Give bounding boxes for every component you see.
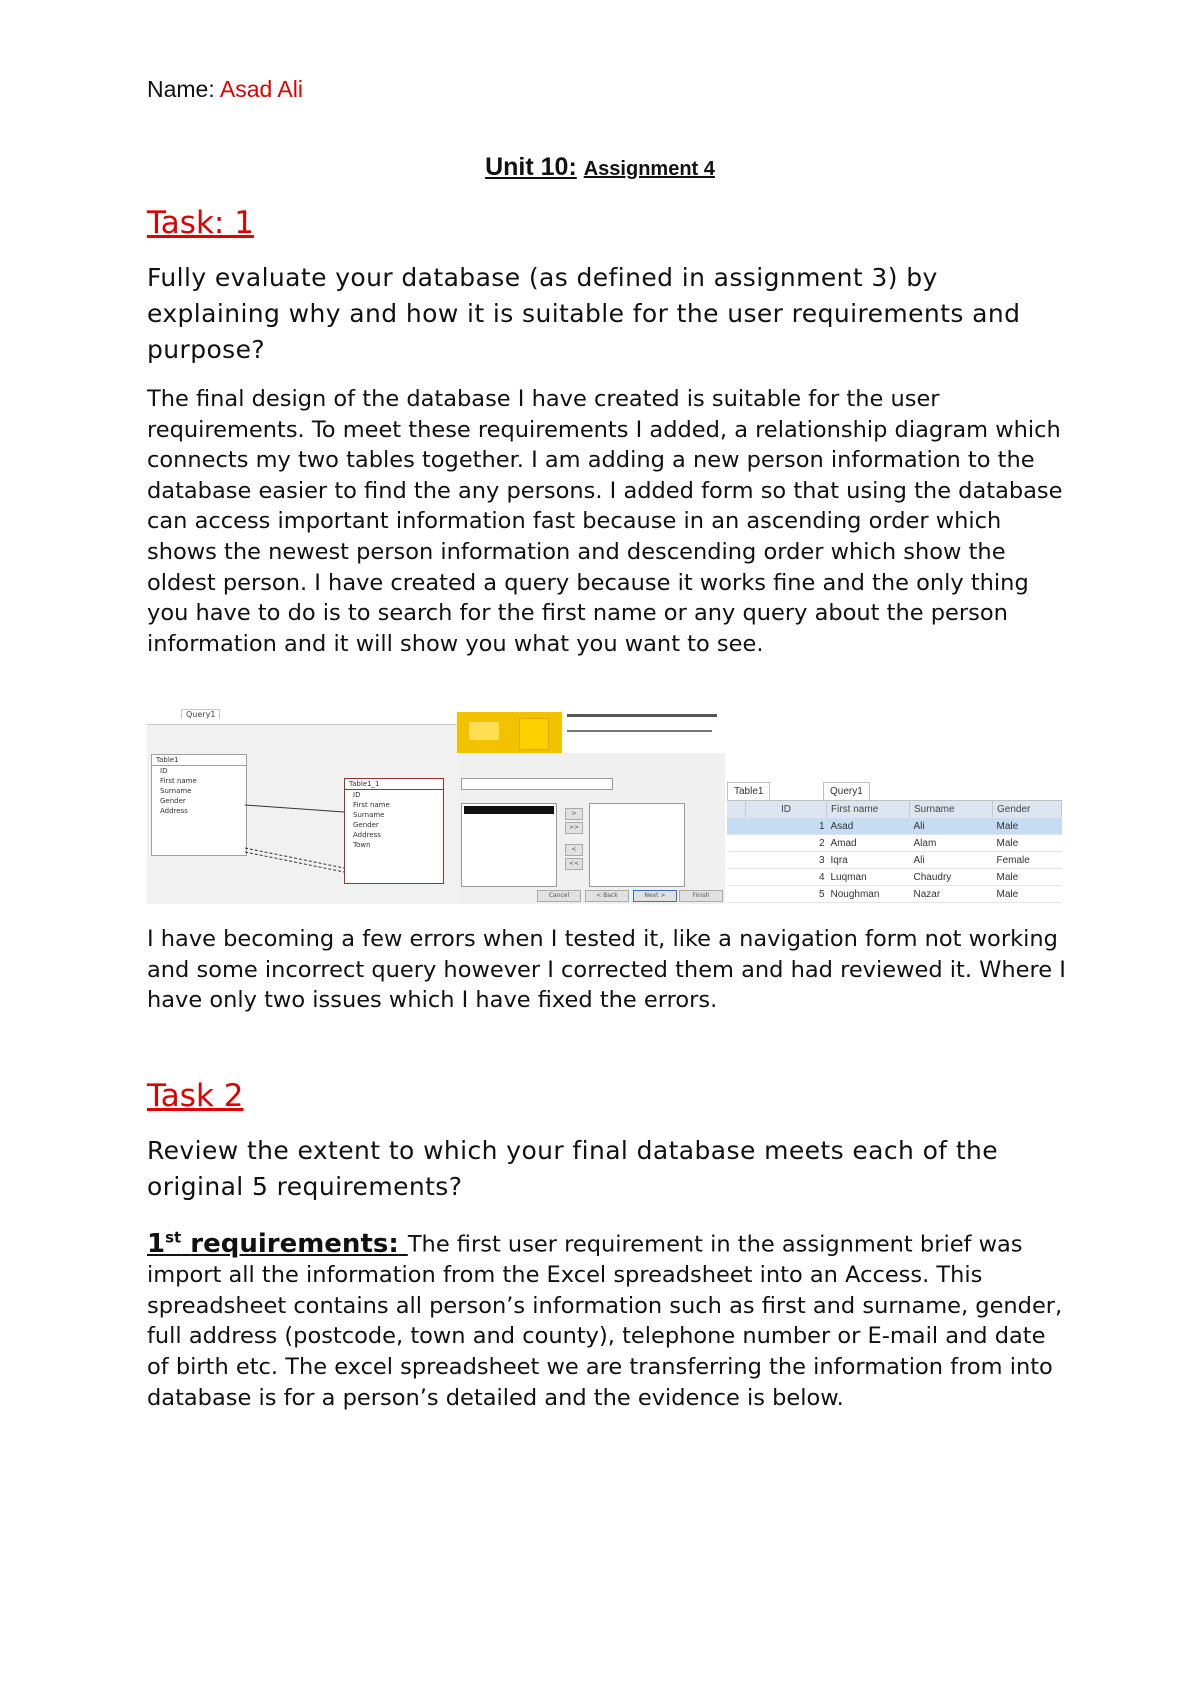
- query1-datasheet-tab: Query1: [823, 782, 870, 800]
- cell-surname: Nazar: [910, 886, 993, 903]
- query-datasheet-screenshot: [727, 780, 1062, 904]
- query-result-table: [727, 801, 1062, 903]
- name-label: Name:: [147, 76, 215, 102]
- add-field-icon: >: [565, 808, 583, 820]
- wizard-next-button: Next >: [633, 890, 677, 902]
- table-row: [727, 852, 1062, 869]
- cell-surname: Ali: [910, 852, 993, 869]
- remove-all-fields-icon: <<: [565, 858, 583, 870]
- query1-tab: Query1: [181, 709, 220, 719]
- student-name: Asad Ali: [219, 76, 303, 102]
- wizard-cancel-button: Cancel: [537, 890, 581, 902]
- cell-gender: Female: [993, 852, 1062, 869]
- assignment-label: Assignment 4: [583, 158, 715, 180]
- column-header: First name: [827, 801, 910, 818]
- relationship-table1-title: Table1: [152, 755, 246, 766]
- task1-answer: The final design of the database I have created is suitable for the user requirements. To meet these requirements I added, a relationship diagram which connects my two tables together. I am adding a new person information to the database easier to find the any persons. I added form so that using the database can access important information fast because in an ascending order which shows the newest person information and descending order which show the oldest person. I have created a query because it works fine and the only thing you have to do is to search for the first name or any query about the person information and it will show you what you want to see.: [147, 386, 1063, 657]
- requirement1-paragraph: [147, 1222, 1067, 1413]
- relationship-diagram-screenshot: [147, 708, 458, 904]
- cell-first-name: Iqra: [827, 852, 910, 869]
- cell-first-name: Amad: [827, 835, 910, 852]
- relationship-table1-field: Gender: [160, 797, 186, 805]
- document-title: [0, 153, 1200, 182]
- cell-gender: Male: [993, 818, 1062, 835]
- requirement1-text: The first user requirement in the assignment brief was import all the information from the Excel spreadsheet into an Access. This spreadsheet contains all person’s information such as first and surname, gender, full address (postcode, town and county), telephone number or E-mail and date of birth etc. The excel spreadsheet we are transferring the information from into database is for a person’s detailed and the evidence is below.: [147, 1231, 1063, 1411]
- form-wizard-icon: [457, 712, 562, 753]
- relationship-table1-field: Surname: [160, 787, 192, 795]
- task1-question: Fully evaluate your database (as defined in assignment 3) by explaining why and how it is suitable for the user requirements and purpose?: [147, 263, 1021, 364]
- requirement1-suffix: st: [165, 1228, 182, 1246]
- selected-fields-list: [589, 803, 685, 887]
- table-row: [727, 835, 1062, 852]
- requirement1-label-text: requirements:: [190, 1228, 399, 1259]
- datasheet-tabs: [727, 780, 1062, 801]
- table-row: [727, 869, 1062, 886]
- relationship-table1-field: ID: [160, 767, 168, 775]
- wizard-banner: [457, 708, 725, 753]
- table-row: [727, 818, 1062, 835]
- cell-gender: Male: [993, 886, 1062, 903]
- column-header: ID: [746, 801, 827, 818]
- requirement1-label: [147, 1229, 408, 1259]
- relationship-table2: [344, 778, 444, 884]
- cell-id: 1: [746, 818, 827, 835]
- cell-surname: Ali: [910, 818, 993, 835]
- cell-surname: Chaudry: [910, 869, 993, 886]
- cell-gender: Male: [993, 835, 1062, 852]
- available-fields-list: [461, 803, 557, 887]
- task2-heading: Task 2: [147, 1078, 244, 1114]
- relationship-table2-field: Surname: [353, 811, 385, 819]
- student-name-line: [147, 76, 303, 103]
- task2-question: Review the extent to which your final database meets each of the original 5 requirements?: [147, 1136, 999, 1201]
- form-wizard-screenshot: [457, 708, 725, 904]
- cell-id: 4: [746, 869, 827, 886]
- table-row: [727, 886, 1062, 903]
- wizard-back-button: < Back: [585, 890, 629, 902]
- column-header: Surname: [910, 801, 993, 818]
- table1-tab: Table1: [727, 782, 770, 800]
- database-screenshots: [147, 708, 1062, 904]
- cell-first-name: Luqman: [827, 869, 910, 886]
- cell-id: 5: [746, 886, 827, 903]
- cell-gender: Male: [993, 869, 1062, 886]
- cell-id: 2: [746, 835, 827, 852]
- requirement1-number: 1: [147, 1228, 166, 1259]
- relationship-table2-field: Gender: [353, 821, 379, 829]
- relationship-table2-title: Table1_1: [345, 779, 443, 790]
- cell-first-name: Noughman: [827, 886, 910, 903]
- relationship-table1-field: First name: [160, 777, 197, 785]
- cell-id: 3: [746, 852, 827, 869]
- relationship-table2-field: ID: [353, 791, 361, 799]
- task1-heading: Task: 1: [147, 205, 254, 241]
- query-header-row: [727, 801, 1062, 818]
- add-all-fields-icon: >>: [565, 822, 583, 834]
- column-header: Gender: [993, 801, 1062, 818]
- relationship-table2-field: Town: [353, 841, 371, 849]
- cell-first-name: Asad: [827, 818, 910, 835]
- unit-label: Unit 10:: [485, 153, 577, 181]
- wizard-finish-button: Finish: [679, 890, 723, 902]
- relationship-table2-field: First name: [353, 801, 390, 809]
- wizard-table-select: [461, 778, 613, 790]
- task1-errors: I have becoming a few errors when I tested it, like a navigation form not working and some incorrect query however I corrected them and had reviewed it. Where I have only two issues which I have fixed the errors.: [147, 926, 1066, 1014]
- cell-surname: Alam: [910, 835, 993, 852]
- relationship-table2-field: Address: [353, 831, 381, 839]
- relationship-table1-field: Address: [160, 807, 188, 815]
- remove-field-icon: <: [565, 844, 583, 856]
